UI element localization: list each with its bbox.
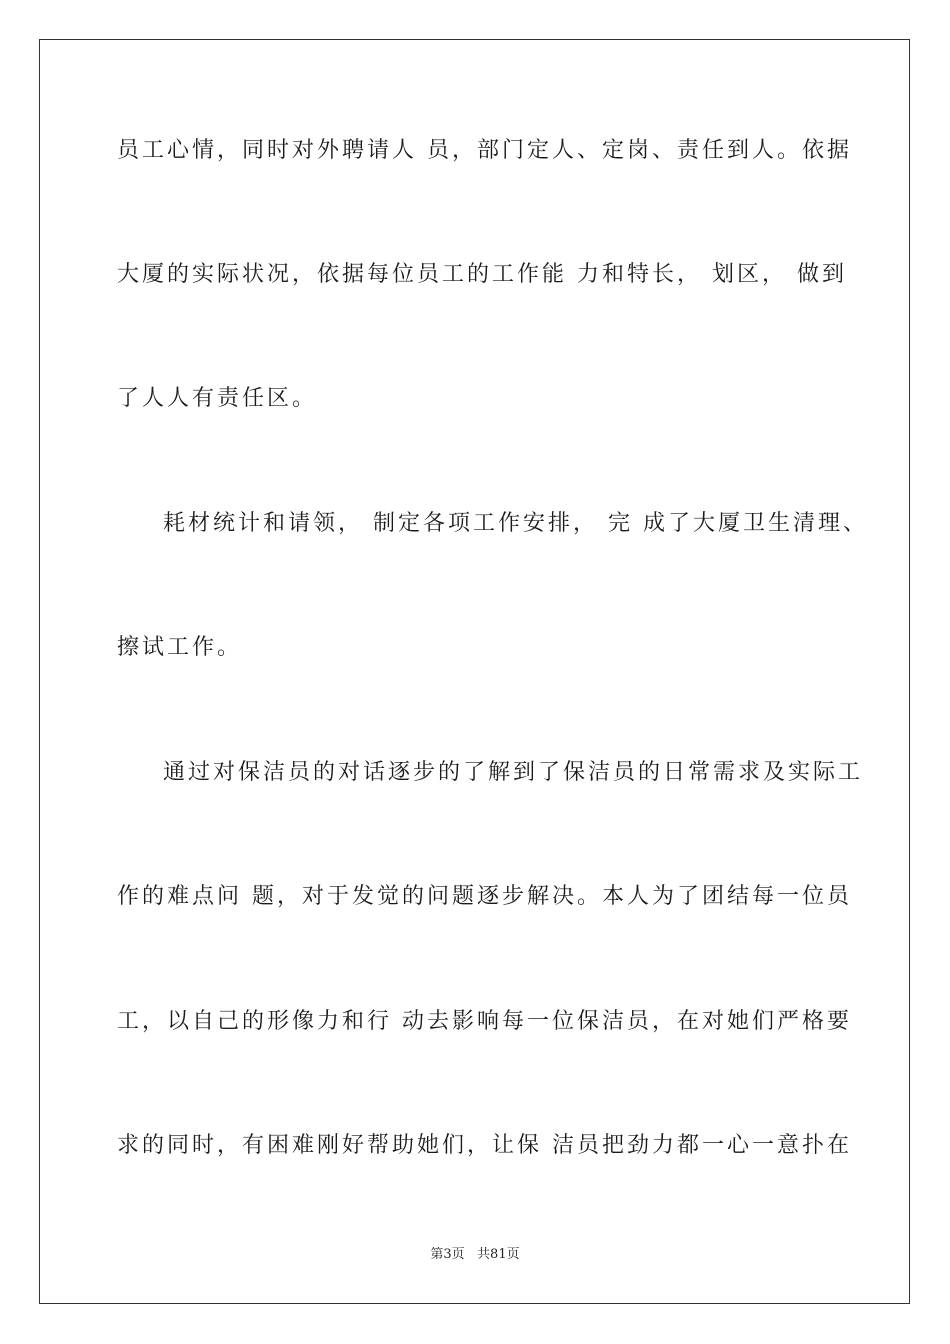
body-text-line: 了人人有责任区。 [117,386,318,411]
body-text-line: 作的难点问 题，对于发觉的问题逐步解决。本人为了团结每一位员 [117,884,852,909]
page-border [39,39,910,1304]
body-text-line: 员工心情，同时对外聘请人 员，部门定人、定岗、责任到人。依据 [117,138,852,163]
body-text-line: 求的同时，有困难刚好帮助她们，让保 洁员把劲力都一心一意扑在 [117,1133,852,1158]
body-text-line: 大厦的实际状况，依据每位员工的工作能 力和特长， 划区， 做到 [117,262,847,287]
body-text-line: 擦试工作。 [117,635,243,660]
page-number-footer: 第3页 共81页 [430,1247,520,1262]
paragraph-first-line: 耗材统计和请领， 制定各项工作安排， 完 成了大厦卫生清理、 [163,511,868,536]
paragraph-first-line: 通过对保洁员的对话逐步的了解到了保洁员的日常需求及实际工 [163,760,864,785]
body-text-line: 工，以自己的形像力和行 动去影响每一位保洁员，在对她们严格要 [117,1009,852,1034]
